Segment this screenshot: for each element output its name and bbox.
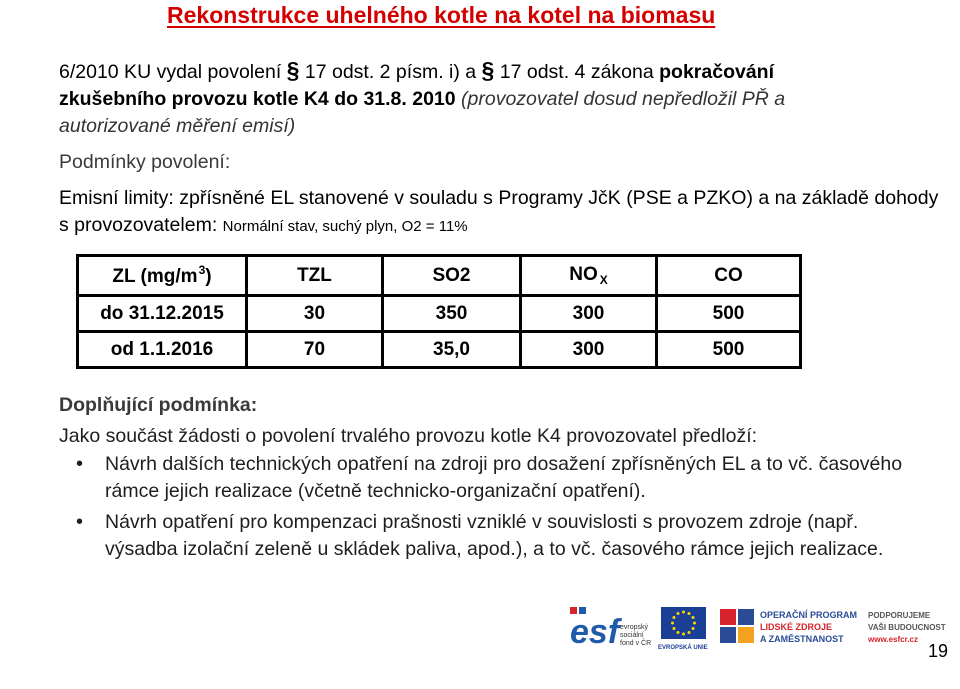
header-zl: ZL (mg/m <box>112 266 198 287</box>
eu-flag-logo <box>658 607 708 651</box>
table-cell: 35,0 <box>383 332 521 368</box>
funding-logos <box>568 603 949 663</box>
eu-star-icon <box>688 612 691 615</box>
support-url: www.esfcr.cz <box>868 635 918 644</box>
emission-limits-text: zpřísněné EL stanovené v souladu s Programy JčK (PSE a PZKO) a na základě dohody s provozovatelem: <box>59 187 939 236</box>
table-cell: do 31.12.2015 <box>78 296 247 332</box>
eu-star-icon <box>677 612 680 615</box>
slide-title: Rekonstrukce uhelného kotle na kotel na biomasu <box>167 2 716 28</box>
table-cell: 500 <box>657 296 801 332</box>
table-header-cell <box>521 256 657 296</box>
eu-star-icon <box>672 627 675 630</box>
section-sign-a: § <box>286 57 300 83</box>
eu-star-icon <box>693 622 696 625</box>
support-caption: VAŠI BUDOUCNOST <box>868 623 946 632</box>
decision-line-1 <box>59 57 939 86</box>
table-row <box>78 332 801 368</box>
decision-bold: pokračování <box>659 61 775 83</box>
decision-bold-cont: zkušebního provozu kotle K4 do 31.8. 2010 <box>59 88 456 110</box>
table-cell: 500 <box>657 332 801 368</box>
esf-caption: evropský <box>620 624 649 631</box>
page-number: 19 <box>928 641 949 661</box>
esf-caption: sociální <box>620 632 644 639</box>
table-cell: od 1.1.2016 <box>78 332 247 368</box>
decision-part-3: 17 odst. 4 zákona <box>494 61 660 83</box>
table-row <box>78 296 801 332</box>
additional-condition-text: Jako součást žádosti o povolení trvalého provozu kotle K4 provozovatel předloží: <box>59 425 758 447</box>
decision-block <box>59 57 939 140</box>
decision-part-2: 17 odst. 2 písm. i) a <box>299 61 482 83</box>
eu-star-icon <box>692 616 695 619</box>
op-caption: OPERAČNÍ PROGRAM <box>760 610 858 620</box>
eu-star-icon <box>682 633 685 636</box>
table-cell: 350 <box>383 296 521 332</box>
table-header-cell <box>78 256 247 296</box>
header-no: NO <box>569 264 598 285</box>
header-superscript: 3 <box>198 263 206 277</box>
decision-line-3 <box>59 113 939 140</box>
op-lz-logo <box>720 609 857 644</box>
emission-limits-label: Emisní limity: <box>59 187 174 209</box>
op-caption: LIDSKÉ ZDROJE <box>760 622 833 632</box>
eu-star-icon <box>692 627 695 630</box>
eu-star-icon <box>677 631 680 634</box>
conditions-heading: Podmínky povolení: <box>59 151 231 173</box>
eu-caption: EVROPSKÁ UNIE <box>658 645 708 651</box>
table-header-cell: TZL <box>247 256 383 296</box>
eu-star-icon <box>682 611 685 614</box>
eu-star-icon <box>688 631 691 634</box>
emission-limits-table <box>76 254 802 369</box>
support-caption: PODPORUJEME <box>868 611 931 620</box>
esf-wordmark: esf <box>570 613 620 651</box>
op-caption: A ZAMĚSTNANOST <box>760 634 844 644</box>
additional-condition-heading: Doplňující podmínka: <box>59 394 258 416</box>
table-header-row <box>78 256 801 296</box>
emission-limits-note: Normální stav, suchý plyn, O2 = 11% <box>222 218 468 235</box>
table-cell: 30 <box>247 296 383 332</box>
emission-limits-paragraph <box>59 185 939 240</box>
esf-logo-strip <box>568 603 949 663</box>
table-cell: 300 <box>521 332 657 368</box>
table-cell: 70 <box>247 332 383 368</box>
header-close: ) <box>205 266 212 287</box>
section-sign-b: § <box>481 57 495 83</box>
list-item: • Návrh opatření pro kompenzaci prašnosti vzniklé v souvislosti s provozem zdroje (např. výsadba izolační zeleně u skládek paliva, apod.), a to vč. časového rámce jejich realizace. <box>76 509 936 563</box>
esf-caption: fond v ČR <box>620 640 652 647</box>
eu-star-icon <box>671 622 674 625</box>
requirements-list <box>76 451 936 567</box>
decision-italic-cont: autorizované měření emisí) <box>59 115 296 137</box>
esf-logo <box>570 607 651 651</box>
decision-italic: (provozovatel dosud nepředložil PŘ a <box>461 88 786 110</box>
decision-line-2 <box>59 86 939 113</box>
list-item: • Návrh dalších technických opatření na zdroji pro dosažení zpřísněných EL a to vč. časového rámce jejich realizace (včetně technicko-organizační opatření). <box>76 451 936 505</box>
table-cell: 300 <box>521 296 657 332</box>
header-subscript: X <box>599 273 608 287</box>
decision-part-1: 6/2010 KU vydal povolení <box>59 61 287 83</box>
table-header-cell: SO2 <box>383 256 521 296</box>
table-header-cell: CO <box>657 256 801 296</box>
eu-star-icon <box>672 616 675 619</box>
support-logo <box>867 611 946 644</box>
